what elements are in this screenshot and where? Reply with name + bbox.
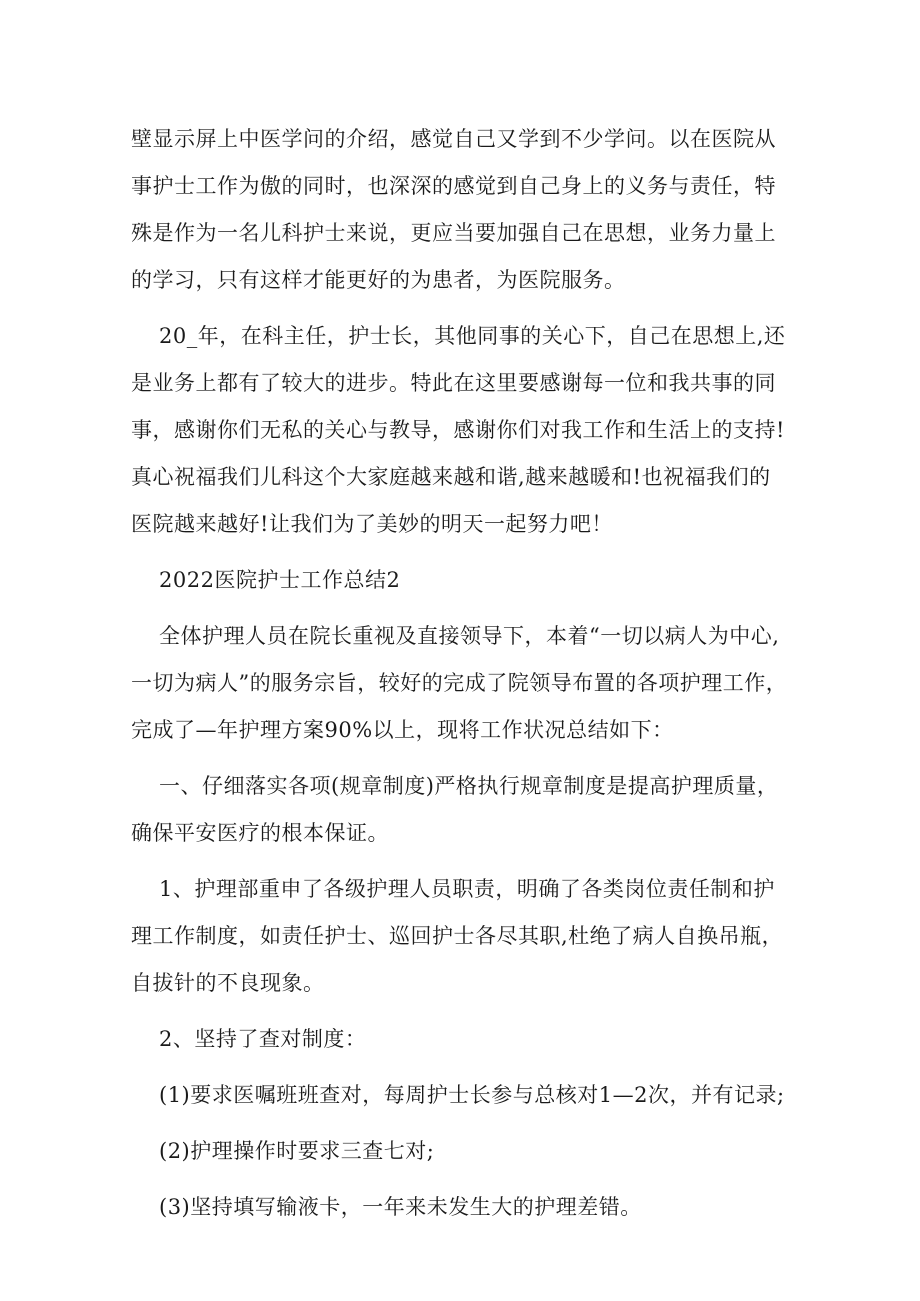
paragraph-continuation: 壁显示屏上中医学问的介绍，感觉自己又学到不少学问。以在医院从事护士工作为傲的同时，也深深的感觉到自己身上的义务与责任，特殊是作为一名儿科护士来说，更应当要加强自己在思想，业务力量上的学习，只有这样才能更好的为患者，为医院服务。: [131, 127, 776, 292]
paragraph-subitem-1: (1)要求医嘱班班查对，每周护士长参与总核对1—2次，并有记录;: [159, 1083, 785, 1107]
paragraph-subitem-3: (3)坚持填写输液卡，一年来未发生大的护理差错。: [159, 1195, 642, 1219]
paragraph-subitem-2: (2)护理操作时要求三查七对;: [159, 1139, 435, 1163]
paragraph-point-one: 一、仔细落实各项(规章制度)严格执行规章制度是提高护理质量，确保平安医疗的根本保证。: [131, 774, 779, 845]
paragraph-thanks: 20_年，在科主任，护士长，其他同事的关心下，自己在思想上,还是业务上都有了较大的进步。特此在这里要感谢每一位和我共事的同事，感谢你们无私的关心与教导，感谢你们对我工作和生活上的支持!真心祝福我们儿科这个大家庭越来越和谐,越来越暖和!也祝福我们的医院越来越好!让我们为了美妙的明天一起努力吧！: [131, 324, 786, 536]
paragraph-item-1: 1、护理部重申了各级护理人员职责，明确了各类岗位责任制和护理工作制度，如责任护士、巡回护士各尽其职,杜绝了病人自换吊瓶，自拔针的不良现象。: [131, 877, 784, 995]
paragraph-item-2: 2、坚持了查对制度：: [159, 1027, 367, 1051]
document-body: [131, 116, 791, 1240]
paragraph-intro: 全体护理人员在院长重视及直接领导下，本着“一切以病人为中心,一切为病人”的服务宗旨，较好的完成了院领导布置的各项护理工作，完成了—年护理方案90%以上，现将工作状况总结如下：: [131, 624, 788, 742]
section-title: 2022医院护士工作总结2: [159, 568, 401, 592]
